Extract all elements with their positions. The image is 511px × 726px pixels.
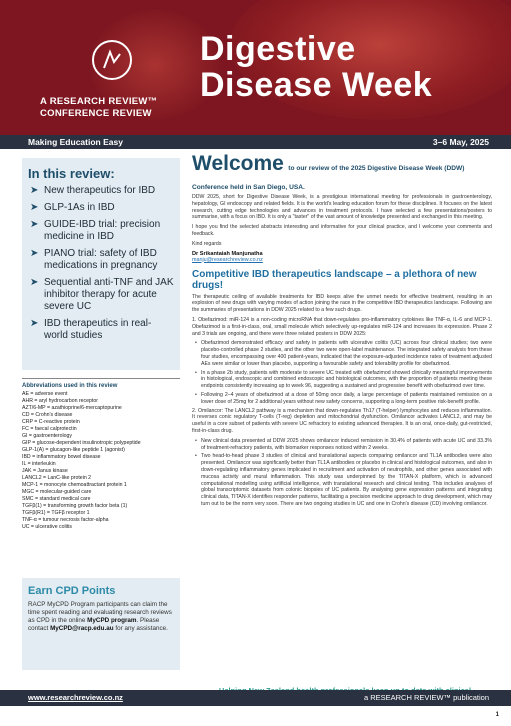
arrow-icon: ➤ [30, 248, 39, 259]
abbreviation: FC = faecal calprotectin [22, 426, 77, 432]
website-link[interactable]: www.researchreview.co.nz [28, 693, 123, 702]
footer-bar [0, 690, 511, 706]
abbreviations-box [22, 378, 180, 568]
toc-item[interactable]: ➤ New therapeutics for IBD [30, 185, 156, 196]
toc-heading: In this review: [28, 166, 115, 181]
toc-item[interactable]: ➤ PIANO trial: safety of IBD medications in pregnancy [30, 248, 158, 271]
toc-item[interactable]: ➤ GUIDE-IBD trial: precision medicine in IBD [30, 219, 161, 242]
abbreviation: CRP = C-reactive protein [22, 419, 80, 425]
arrow-icon: ➤ [30, 219, 39, 230]
abbreviation: TNF-α = tumour necrosis factor-alpha [22, 517, 109, 523]
intro-paragraph-2: I hope you find the selected abstracts interesting and informative for your clinical practice, and I welcome your comments and feedback. [192, 224, 492, 237]
abbreviation: CD = Crohn's disease [22, 412, 73, 418]
abbreviation: IBD = inflammatory bowel disease [22, 454, 101, 460]
tagline-bar [0, 135, 511, 149]
author-email-link[interactable]: manju@researchreview.co.nz [192, 256, 263, 263]
abbreviation: AHR = aryl hydrocarbon receptor [22, 398, 98, 404]
bullet-item: • New clinical data presented at DDW 2025 shows omilancor induced remission in 30.4% of patients with acute UC and 33.3% of treatment-refractory patients, with biomarker responses noticed within 2 weeks. [192, 438, 492, 452]
bullet-item: • Obefazimod demonstrated efficacy and safety in patients with ulcerative colitis (UC) across four clinical studies; two were placebo-controlled phase 2 studies, and the other two were open-label maintenance. The integrated safety analysis from these four studies, encompassing over 400 patient-years, indicated that the exposure-adjusted incidence rates of treatment adjusted AEs were similar or lower than placebo, supporting a favourable safety and tolerability profile for obefazimod. [192, 340, 492, 367]
abbreviation: MGC = molecular-guided care [22, 489, 92, 495]
arrow-icon: ➤ [30, 277, 39, 288]
arrow-icon: ➤ [30, 202, 39, 213]
cpd-box [22, 578, 180, 670]
signature: Dr Srikantaiah Manjunatha [192, 250, 263, 257]
page-title-line-1: Digestive [200, 30, 356, 68]
abbreviation: SMC = standard medical care [22, 496, 91, 502]
abbreviation: LANCL2 = LanC-like protein 2 [22, 475, 92, 481]
main-content [192, 152, 492, 510]
abbreviation: TGFβ(R1) = TGFβ receptor 1 [22, 510, 90, 516]
toc-item[interactable]: ➤ IBD therapeutics in real-world studies [30, 318, 152, 341]
abbreviation: IL = interleukin [22, 461, 56, 467]
tagline: Making Education Easy [28, 137, 123, 147]
bullet-item: • In a phase 2b study, patients with moderate to severe UC treated with obefazimod showed clinically meaningful improvements in histological, endoscopic and combined endoscopic and histological outcomes, with the proportion of patients meeting these endpoints consistently increasing up to week 96, suggesting a sustained and progressive benefit with obefazimod over time. [192, 370, 492, 390]
toc-box [22, 158, 180, 370]
abbreviation: UC = ulcerative colitis [22, 524, 73, 530]
toc-item[interactable]: ➤ Sequential anti-TNF and JAK inhibitor therapy for acute severe UC [30, 277, 174, 312]
section-title: Competitive IBD therapeutics landscape – a plethora of new drugs! [192, 268, 477, 291]
brand-line-1: A RESEARCH REVIEW™ [40, 96, 158, 107]
intro-paragraph: DDW 2025, short for Digestive Disease Week, is a prestigious international meeting for professionals in gastroenterology, hepatology, GI endoscopy and related fields. It is the world's leading education forum for these disciplines. It focuses on the latest research, cutting edge technologies and advances in treatment protocols. I have selected a few presentations/posters to summarise, with a focus on IBD. It is only a "taster" of the vast amount of knowledge presented and exchanged in this meeting. [192, 194, 492, 221]
abbreviation: AZT/6-MP = azathioprine/6-mercaptopurine [22, 405, 122, 411]
abbreviations-heading: Abbreviations used in this review [22, 383, 118, 389]
abbreviation: MCP-1 = monocyte chemoattractant protein 1 [22, 482, 127, 488]
abbreviation: TGFβ(1) = transforming growth factor beta (1) [22, 503, 128, 509]
regards: Kind regards [192, 240, 222, 247]
abbreviation: GI = gastroenterology [22, 433, 73, 439]
mycpd-program-link[interactable]: MyCPD program [87, 617, 137, 624]
welcome-subheading: to our review of the 2025 Digestive Disease Week (DDW) Conference held in San Diego, USA. [192, 165, 465, 191]
page-number: 1 [495, 712, 499, 718]
mycpd-email-link[interactable]: MyCPD@racp.edu.au [50, 625, 114, 632]
research-review-logo-icon [92, 40, 132, 80]
section-paragraph: 1. Obefazimod: miR-124 is a non-coding microRNA that down-regulates pro-inflammatory cytokines like TNF-α, IL-6 and MCP-1. Obefazimod is a first-in-class, oral, small molecule which selectively up-regulates miR-124 and increases its expression. Phase 2 and 3 trials are ongoing, and there were three related posters in DDW 2025: [192, 316, 492, 337]
page-title-line-2: Disease Week [200, 66, 433, 104]
section-paragraph: The therapeutic ceiling of available treatments for IBD keeps alive the unmet needs for effective treatment, resulting in an explosion of new drugs with varying modes of action joining the race in the competitive IBD therapeutics landscape. Following are the summaries of presentations in DDW 2025 related to a few such drugs. [192, 293, 492, 314]
conference-dates: 3–6 May, 2025 [432, 137, 489, 147]
welcome-block [192, 152, 492, 194]
cpd-heading: Earn CPD Points [28, 585, 116, 597]
welcome-heading: Welcome [192, 152, 284, 175]
abbreviation: GIP = glucose-dependent insulinotropic polypeptide [22, 440, 141, 446]
header-banner [0, 0, 511, 135]
bullet-item: • Following 2–4 years of obefazimod at a dose of 50mg once daily, a large percentage of patients maintained remission on a lower dose of 25mg for 2 additional years without new safety concerns, supporting a long-term positive risk-benefit profile. [192, 392, 492, 406]
arrow-icon: ➤ [30, 185, 39, 196]
bullet-item: • Two head-to-head phase 3 studies of clinical and translational aspects comparing omilancor and TL1A antibodies were also presented. Omilancor was significantly better than TL1A antibodies or placebo in clinical and histological outcomes, and also in down-regulating inflammatory genes implicated in recruitment and activation of neutrophils, and other genes associated with mucosa activity and mural inflammation. This study was underpinned by the TITAN-X platform, which is advanced computational modelling using artificial intelligence, with translational research and clinical testing. This includes analyses of global transcriptomic datasets from colonic biopsies of UC patients. By analysing gene expression patterns and integrating clinical data, TITAN-X identifies responder patterns, facilitating a precision medicine approach to drug development, which may turn out to be the norm very soon. There are two ongoing studies in UC and one in Crohn's disease (CD) involving omilancor. [192, 453, 492, 507]
toc-item[interactable]: ➤ GLP-1As in IBD [30, 202, 115, 213]
abbreviation: JAK = Janus kinase [22, 468, 68, 474]
arrow-icon: ➤ [30, 318, 39, 329]
brand-line-2: CONFERENCE REVIEW [40, 108, 152, 119]
cpd-text: RACP MyCPD Program participants can claim the time spent reading and evaluating research reviews as CPD in the online MyCPD program. Please contact MyCPD@racp.edu.au for any assistance. [28, 601, 172, 632]
abbreviation: GLP-1(A) = glucagon-like peptide 1 (agonist) [22, 447, 125, 453]
abbreviation: AE = adverse event [22, 391, 68, 397]
section-paragraph: 2. Omilancor: The LANCL2 pathway is a mechanism that down-regulates Th17 (T-helper) lymphocytes and reduces inflammation. It reverses conic regulatory T-cells (T-reg) depletion and mitochondrial dysfunction. Omilancor activates LANCL2, and may be useful in a core subset of patients with severe UC refractory to existing advanced therapies. It is an oral, once-daily, gut-restricted, first-in-class drug. [192, 407, 492, 434]
publication-credit: a RESEARCH REVIEW™ publication [363, 693, 489, 702]
